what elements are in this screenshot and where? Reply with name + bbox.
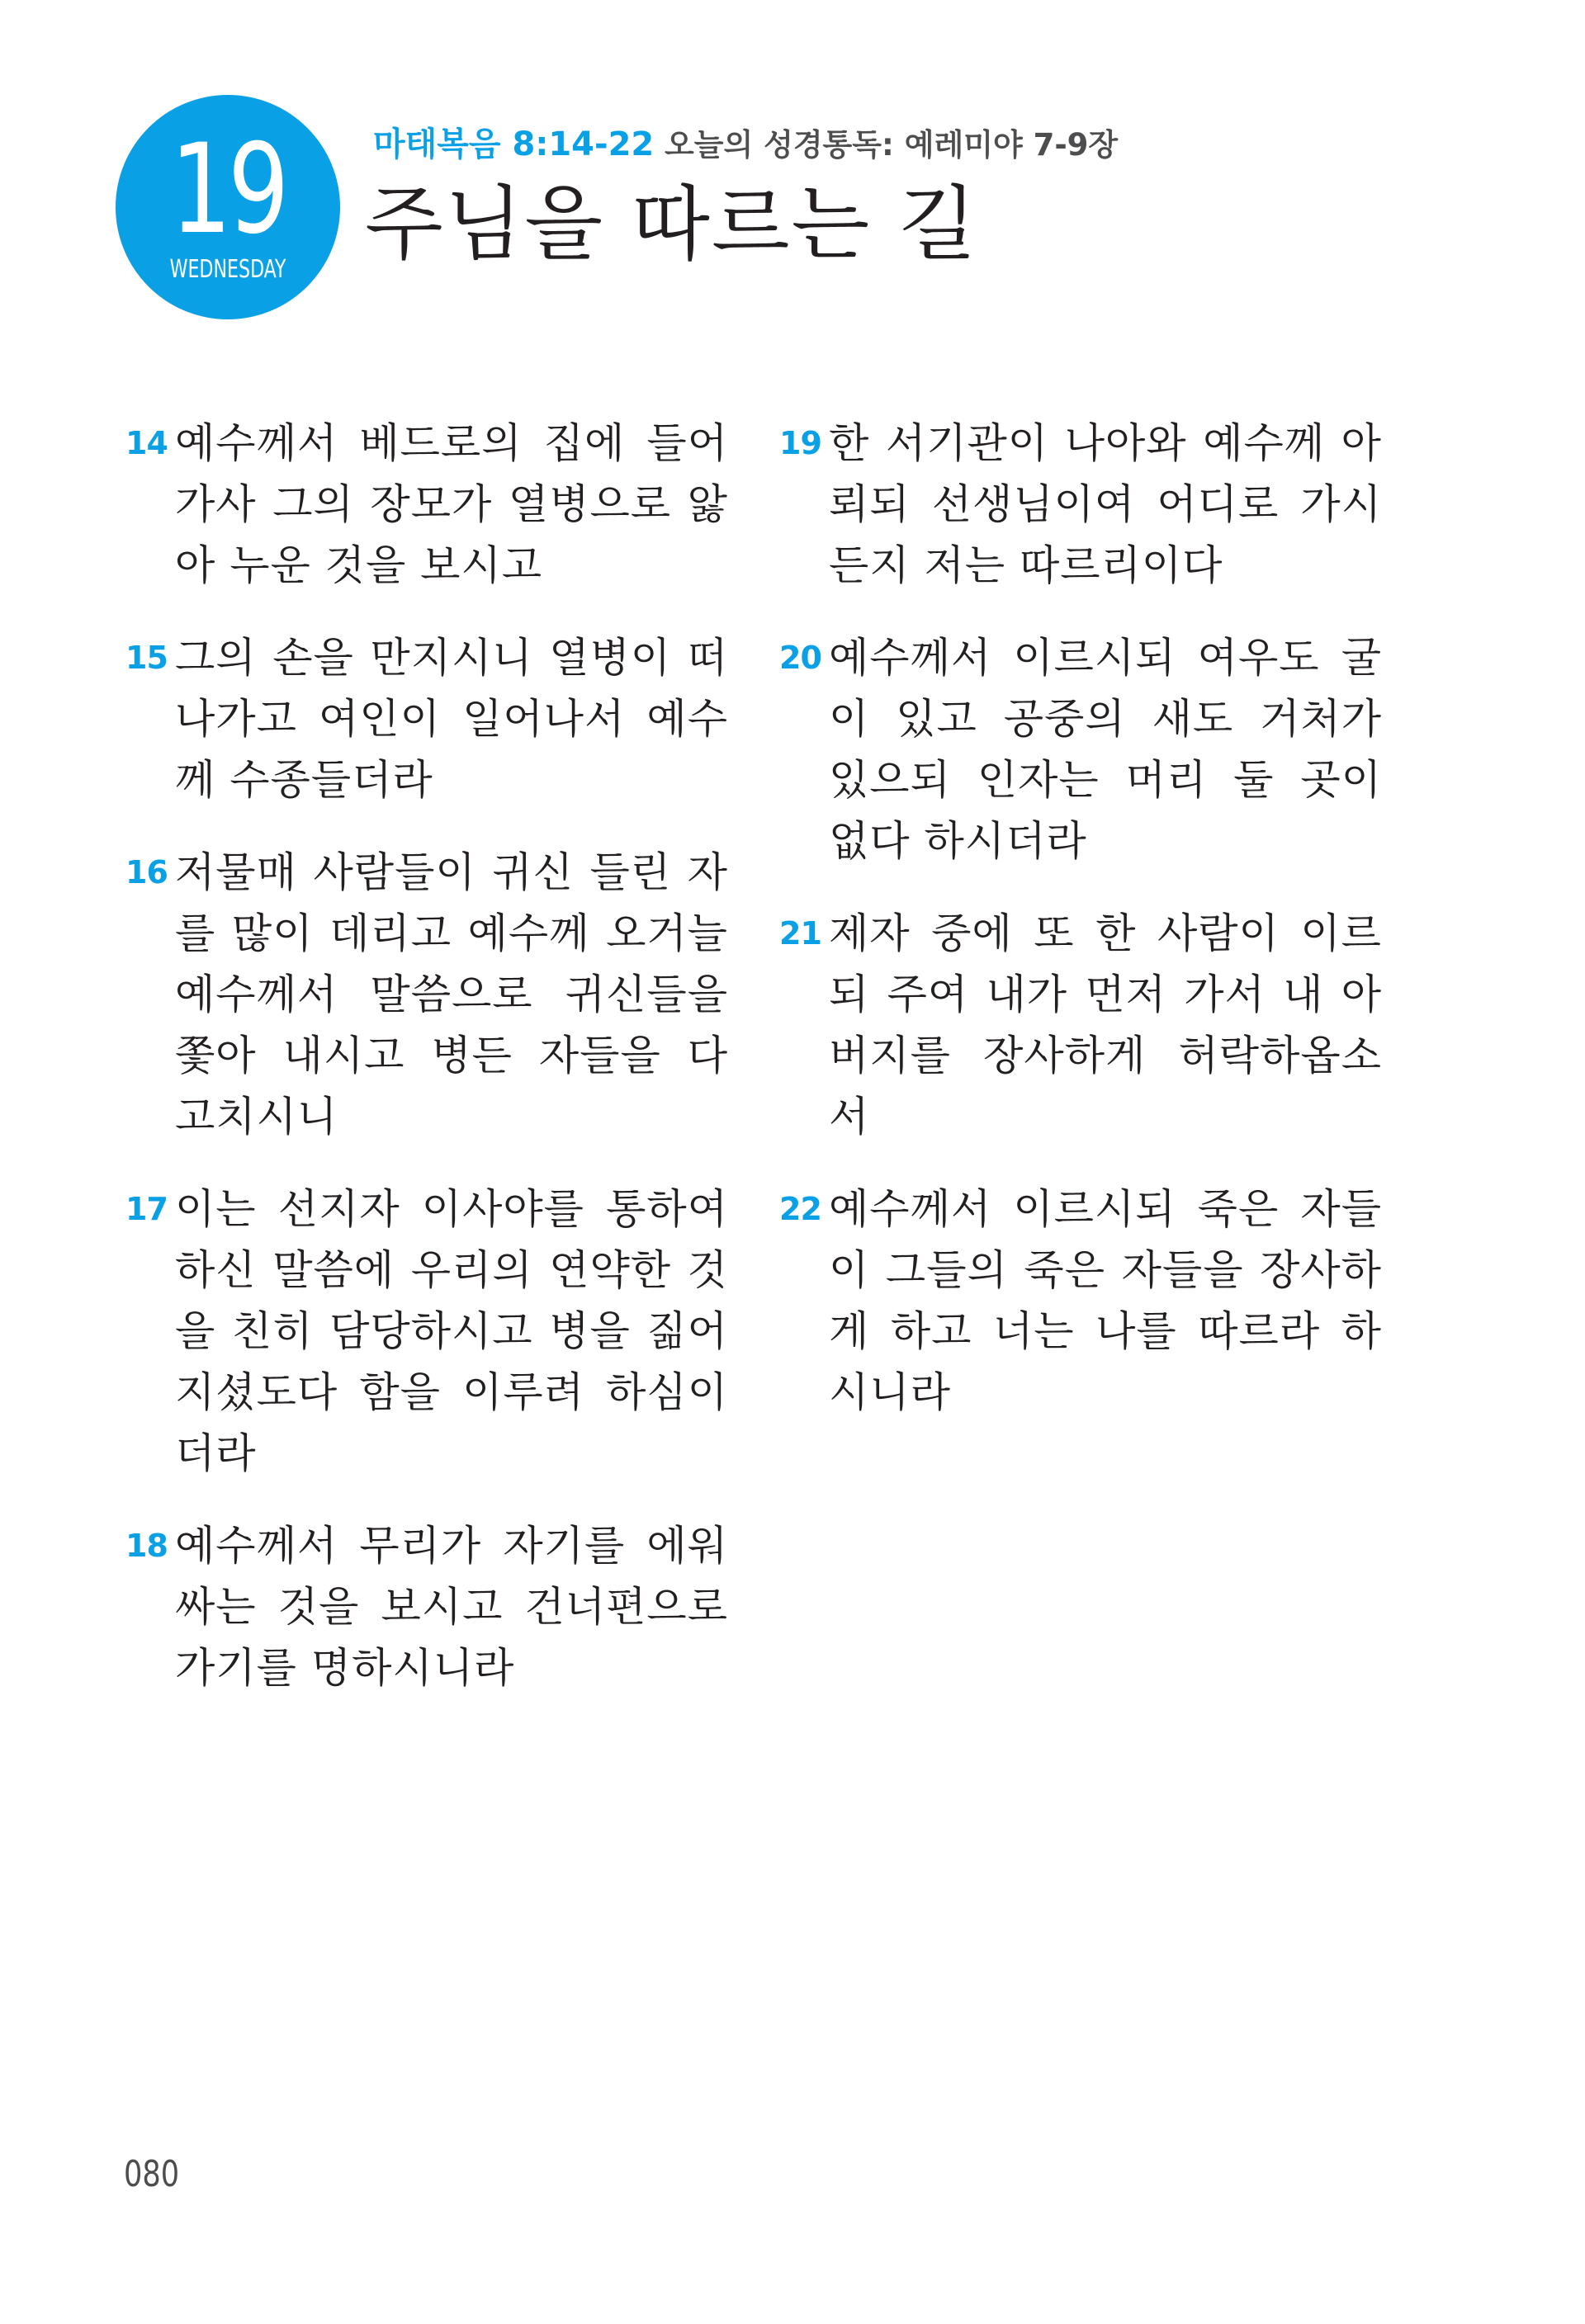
verse-16: [125, 842, 728, 1147]
day-number: 19: [170, 118, 286, 262]
page-title: 주님을 따르는 길: [365, 177, 978, 272]
verse-22: [779, 1179, 1382, 1423]
verse-column-left: [125, 413, 728, 1730]
verse-column-right: [779, 413, 1382, 1454]
day-badge: [116, 95, 340, 319]
day-name: WEDNESDAY: [169, 255, 286, 284]
verse-21: [779, 903, 1382, 1147]
verse-14: [125, 413, 728, 596]
scripture-reference: 마태복음 8:14-22: [373, 125, 655, 163]
verse-text: 예수께서 베드로의 집에 들어가사 그의 장모가 열병으로 앓아 누운 것을 보시고: [175, 419, 728, 589]
verse-number: 15: [125, 640, 168, 676]
verse-number: 22: [779, 1191, 821, 1227]
verse-text: 예수께서 이르시되 죽은 자들이 그들의 죽은 자들을 장사하게 하고 너는 나를 따르라 하시니라: [829, 1185, 1382, 1416]
verse-number: 20: [779, 640, 821, 676]
verse-text: 저물매 사람들이 귀신 들린 자를 많이 데리고 예수께 오거늘 예수께서 말씀으로 귀신들을 쫓아 내시고 병든 자들을 다 고치시니: [175, 848, 728, 1141]
verse-text: 그의 손을 만지시니 열병이 떠나가고 여인이 일어나서 예수께 수종들더라: [175, 634, 728, 804]
verse-18: [125, 1515, 728, 1698]
verse-number: 17: [125, 1191, 168, 1227]
verse-17: [125, 1179, 728, 1484]
daily-reading: 오늘의 성경통독: 예레미야 7-9장: [664, 127, 1119, 163]
page-number: 080: [124, 2153, 180, 2195]
verse-number: 14: [125, 425, 168, 461]
verse-number: 18: [125, 1528, 168, 1564]
verse-15: [125, 627, 728, 810]
header-subtitle: [373, 124, 1118, 166]
verse-number: 21: [779, 915, 821, 952]
verse-number: 19: [779, 425, 821, 461]
verse-19: [779, 413, 1382, 596]
verse-text: 한 서기관이 나아와 예수께 아뢰되 선생님이여 어디로 가시든지 저는 따르리이다: [829, 419, 1382, 589]
verse-text: 예수께서 이르시되 여우도 굴이 있고 공중의 새도 거처가 있으되 인자는 머리 둘 곳이 없다 하시더라: [829, 634, 1382, 865]
verse-text: 제자 중에 또 한 사람이 이르되 주여 내가 먼저 가서 내 아버지를 장사하게 허락하옵소서: [829, 909, 1382, 1141]
verse-text: 예수께서 무리가 자기를 에워싸는 것을 보시고 건너편으로 가기를 명하시니라: [175, 1522, 728, 1692]
verse-20: [779, 627, 1382, 872]
verse-text: 이는 선지자 이사야를 통하여 하신 말씀에 우리의 연약한 것을 친히 담당하시고 병을 짊어지셨도다 함을 이루려 하심이더라: [175, 1185, 728, 1477]
verse-number: 16: [125, 854, 168, 890]
